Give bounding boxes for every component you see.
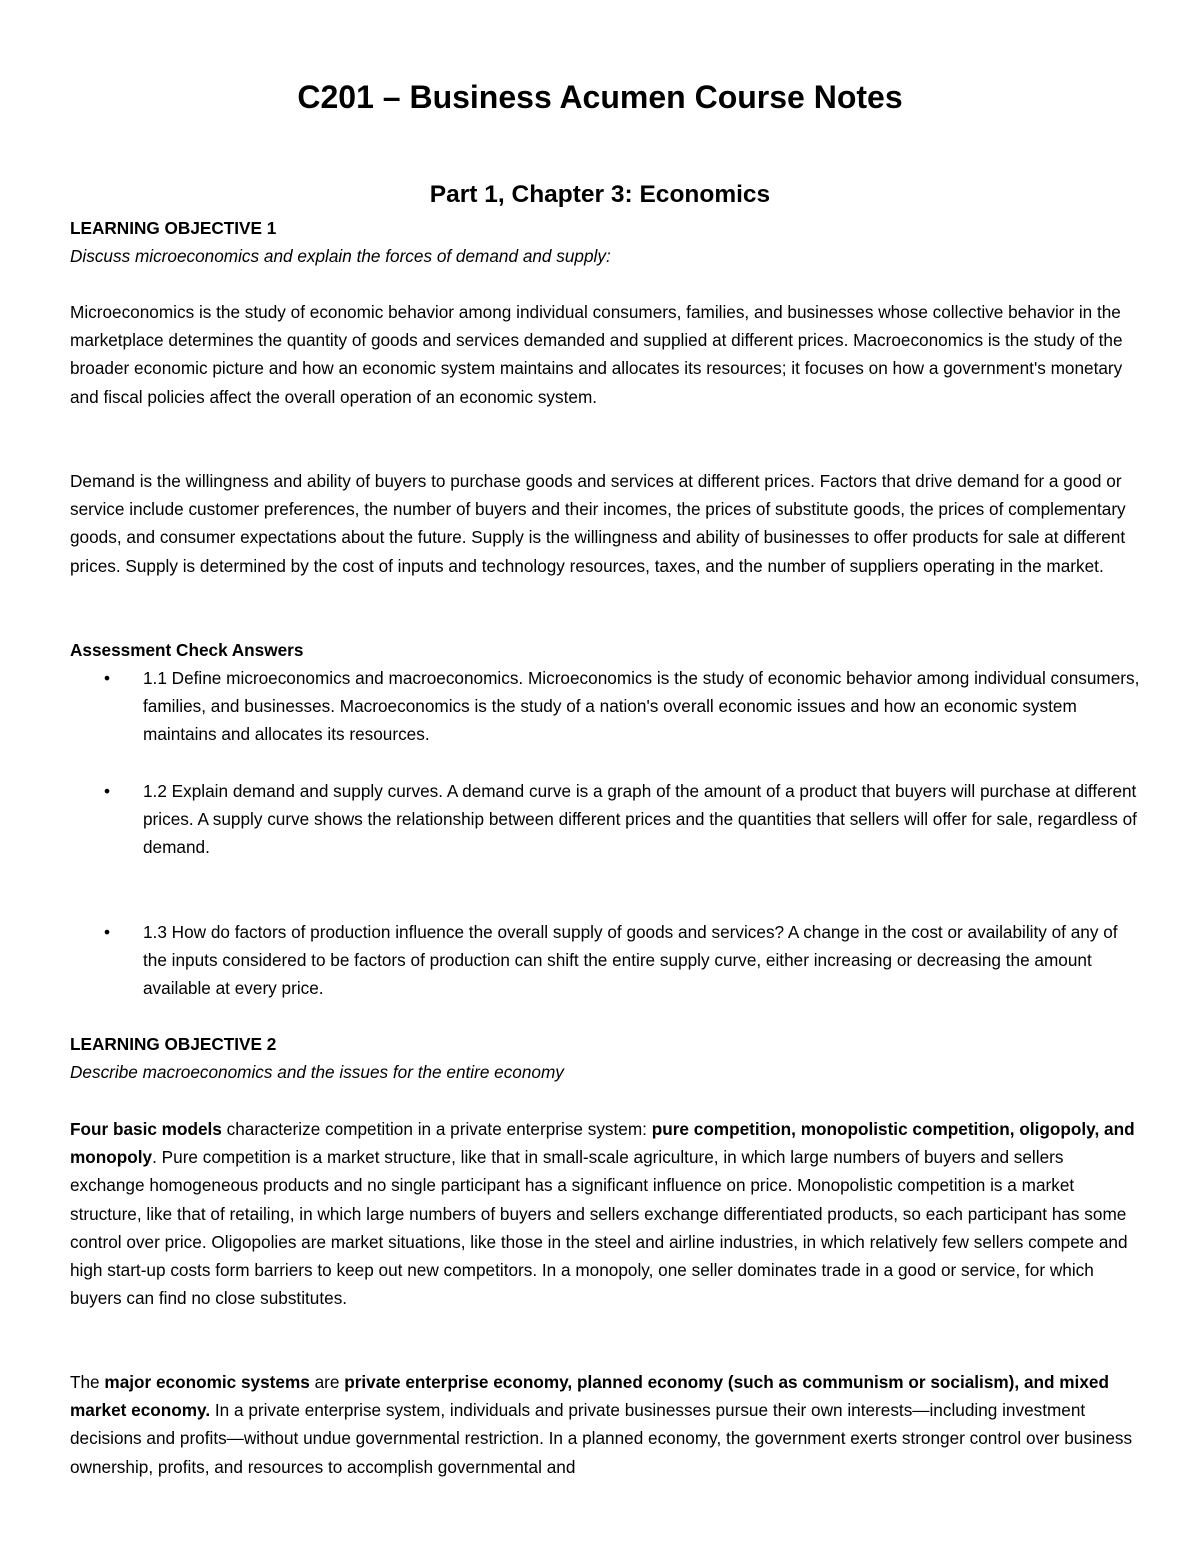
bullet-icon: • bbox=[104, 781, 111, 801]
bullet-icon: • bbox=[104, 922, 111, 942]
learning-objective-1-heading: LEARNING OBJECTIVE 1 bbox=[70, 218, 277, 238]
list-item bbox=[70, 664, 1140, 749]
economic-systems-paragraph bbox=[70, 1368, 1140, 1481]
answer-1-3: 1.3 How do factors of production influence the overall supply of goods and services? A change in the cost or availability of any of the inputs considered to be factors of production can shift the entire supply curve, either increasing or decreasing the amount available at every price. bbox=[143, 922, 1118, 999]
learning-objective-2-section bbox=[70, 1030, 1140, 1086]
bold-term: major economic systems bbox=[104, 1372, 310, 1392]
list-item bbox=[70, 777, 1140, 862]
demand-supply-paragraph: Demand is the willingness and ability of buyers to purchase goods and services at different prices. Factors that drive demand for a good or service include customer preferences, the number of buyers and their incomes, the prices of substitute goods, the prices of complementary goods, and consumer expectations about the future. Supply is the willingness and ability of businesses to offer products for sale at different prices. Supply is determined by the cost of inputs and technology resources, taxes, and the number of suppliers operating in the market. bbox=[70, 471, 1126, 576]
learning-objective-1-section bbox=[70, 214, 1140, 270]
paragraph-text: The bbox=[70, 1372, 105, 1392]
list-item bbox=[70, 918, 1140, 1003]
paragraph-text: . Pure competition is a market structure, like that in small-scale agriculture, in which large numbers of buyers and sellers exchange homogeneous products and no single participant has a significant influence on price. Monopolistic competition is a market structure, like that of retailing, in which large numbers of buyers and sellers exchange differentiated products, so each participant has some control over price. Oligopolies are market situations, like those in the steel and airline industries, in which relatively few sellers compete and high start-up costs form barriers to keep out new competitors. In a monopoly, one seller dominates trade in a good or service, for which buyers can find no close substitutes. bbox=[70, 1147, 1128, 1309]
chapter-title: Part 1, Chapter 3: Economics bbox=[429, 181, 771, 208]
learning-objective-2-statement: Describe macroeconomics and the issues for the entire economy bbox=[70, 1062, 564, 1083]
paragraph-text: characterize competition in a private enterprise system: bbox=[221, 1119, 652, 1139]
bold-term: pure competition, monopolistic competition, oligopoly, and monopoly bbox=[70, 1119, 1135, 1168]
document-title: C201 – Business Acumen Course Notes bbox=[297, 79, 903, 115]
answer-1-1: 1.1 Define microeconomics and macroeconomics. Microeconomics is the study of economic behavior among individual consumers, families, and businesses. Macroeconomics is the study of a nation's overall economic issues and how an economic system maintains and allocates its resources. bbox=[143, 668, 1140, 745]
bold-term: Four basic models bbox=[70, 1119, 222, 1139]
paragraph-text: are bbox=[309, 1372, 345, 1392]
bold-term: private enterprise economy, planned economy (such as communism or socialism), and mixed market economy. bbox=[70, 1372, 1109, 1421]
paragraph-text: In a private enterprise system, individuals and private businesses pursue their own interests—including investment decisions and profits—without undue governmental restriction. In a planned economy, the government exerts stronger control over business ownership, profits, and resources to accomplish governmental and bbox=[70, 1400, 1133, 1477]
competition-models-paragraph bbox=[70, 1115, 1140, 1312]
assessment-answers-list bbox=[70, 664, 1140, 749]
assessment-heading: Assessment Check Answers bbox=[70, 640, 304, 660]
bullet-icon: • bbox=[104, 668, 111, 688]
assessment-answers-list bbox=[70, 918, 1140, 1003]
learning-objective-2-heading: LEARNING OBJECTIVE 2 bbox=[70, 1034, 277, 1054]
assessment-answers-list bbox=[70, 777, 1140, 862]
learning-objective-1-statement: Discuss microeconomics and explain the forces of demand and supply: bbox=[70, 246, 611, 267]
microeconomics-paragraph: Microeconomics is the study of economic behavior among individual consumers, families, and businesses whose collective behavior in the marketplace determines the quantity of goods and services demanded and supplied at different prices. Macroeconomics is the study of the broader economic picture and how an economic system maintains and allocates its resources; it focuses on how a government's monetary and fiscal policies affect the overall operation of an economic system. bbox=[70, 302, 1123, 407]
answer-1-2: 1.2 Explain demand and supply curves. A demand curve is a graph of the amount of a product that buyers will purchase at different prices. A supply curve shows the relationship between different prices and the quantities that sellers will offer for sale, regardless of demand. bbox=[143, 781, 1137, 858]
